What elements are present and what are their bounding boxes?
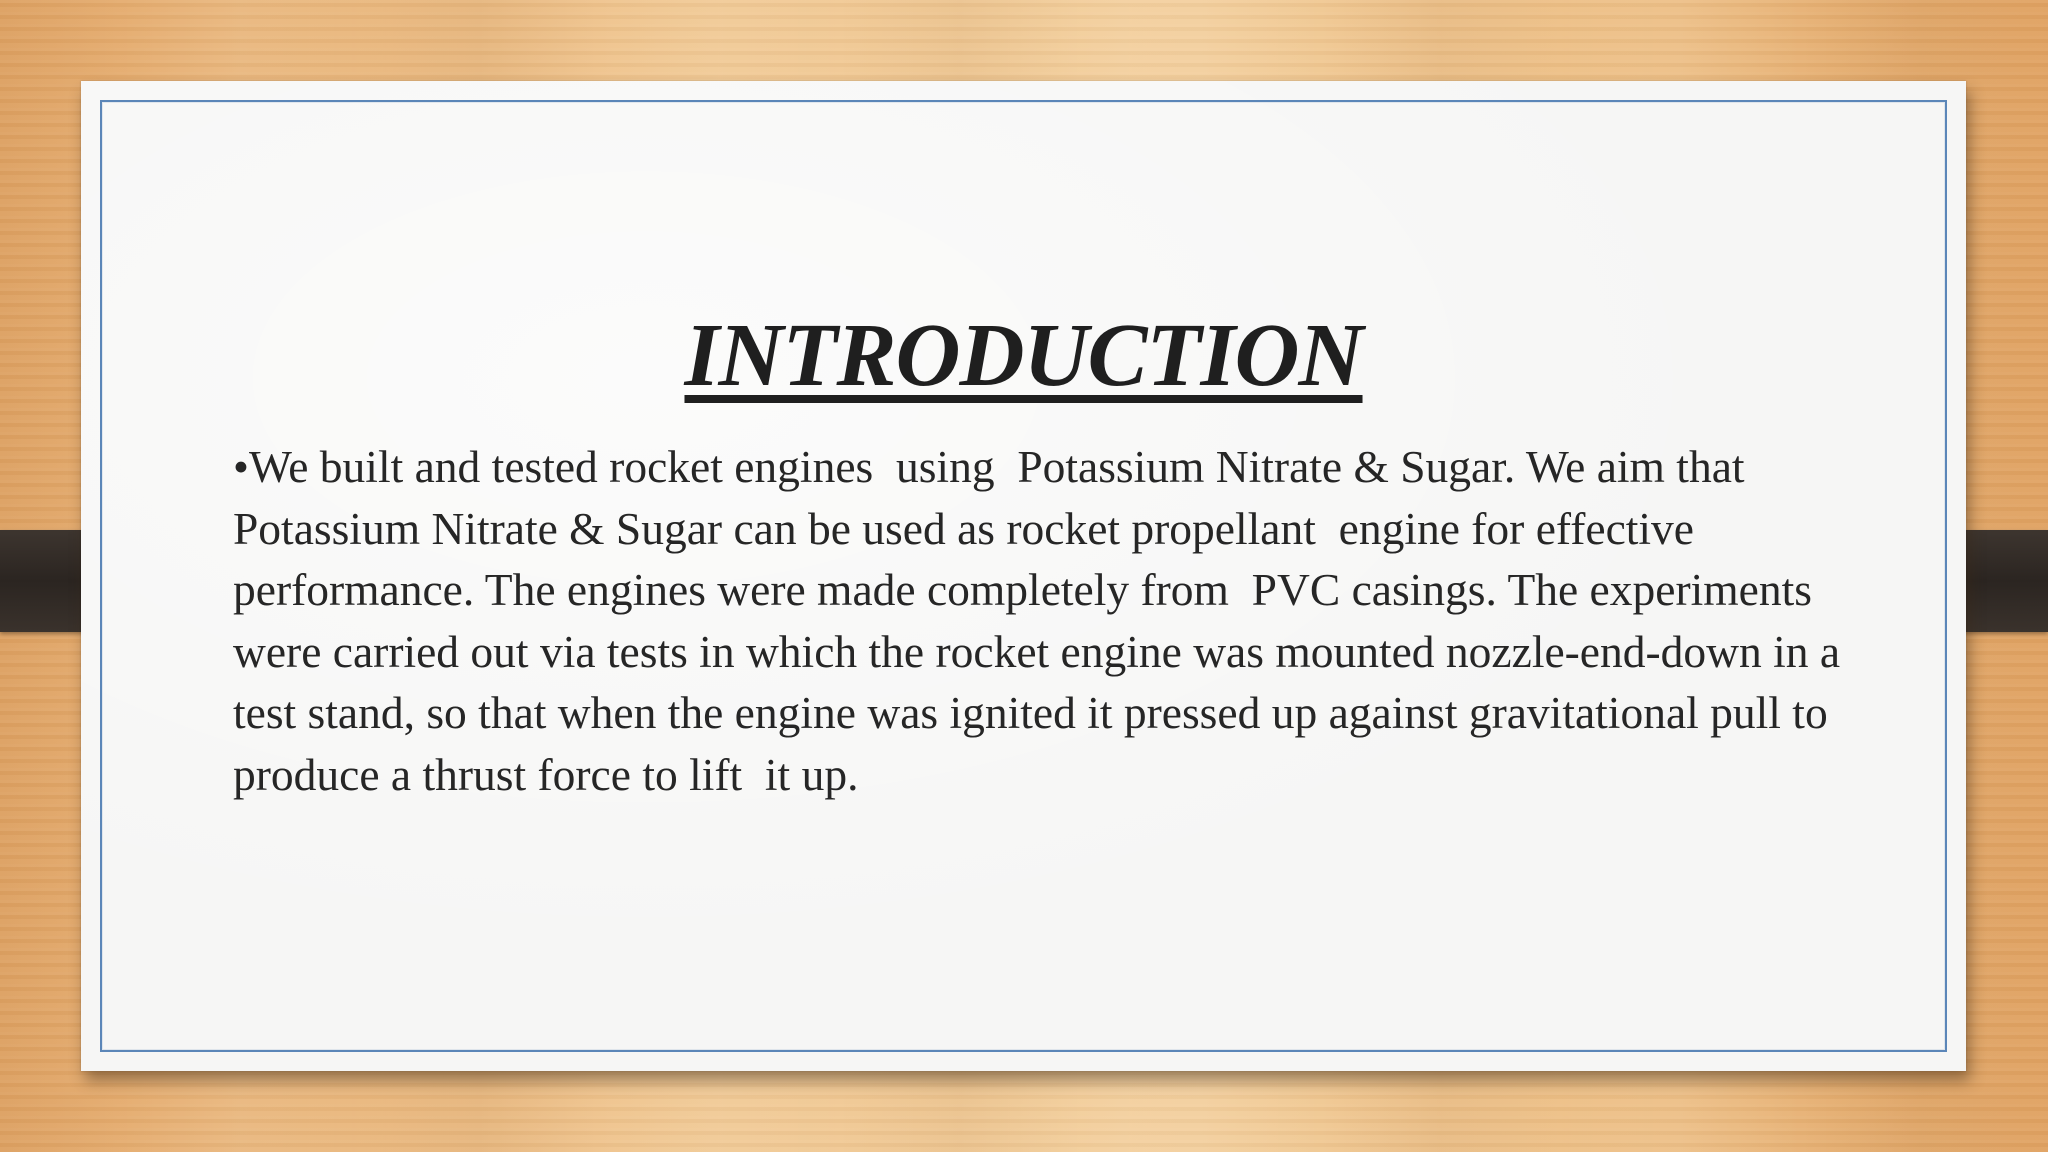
bullet-text: We built and tested rocket engines using Potassium Nitrate & Sugar. We aim that Potassium Nitrate & Sugar can be used as rocket propellant engine for effective performance. The engines were made completely from PVC casings. The experiments were carried out via tests in which the rocket engine was mounted nozzle-end-down in a test stand, so that when the engine was ignited it pressed up against gravitational pull to produce a thrust force to lift it up. <box>233 441 1852 800</box>
bullet-marker: • <box>233 441 249 492</box>
slide-title <box>81 306 1966 406</box>
slide-card <box>81 81 1966 1071</box>
slide-title-text: INTRODUCTION <box>684 306 1363 405</box>
bullet-paragraph <box>233 436 1853 805</box>
